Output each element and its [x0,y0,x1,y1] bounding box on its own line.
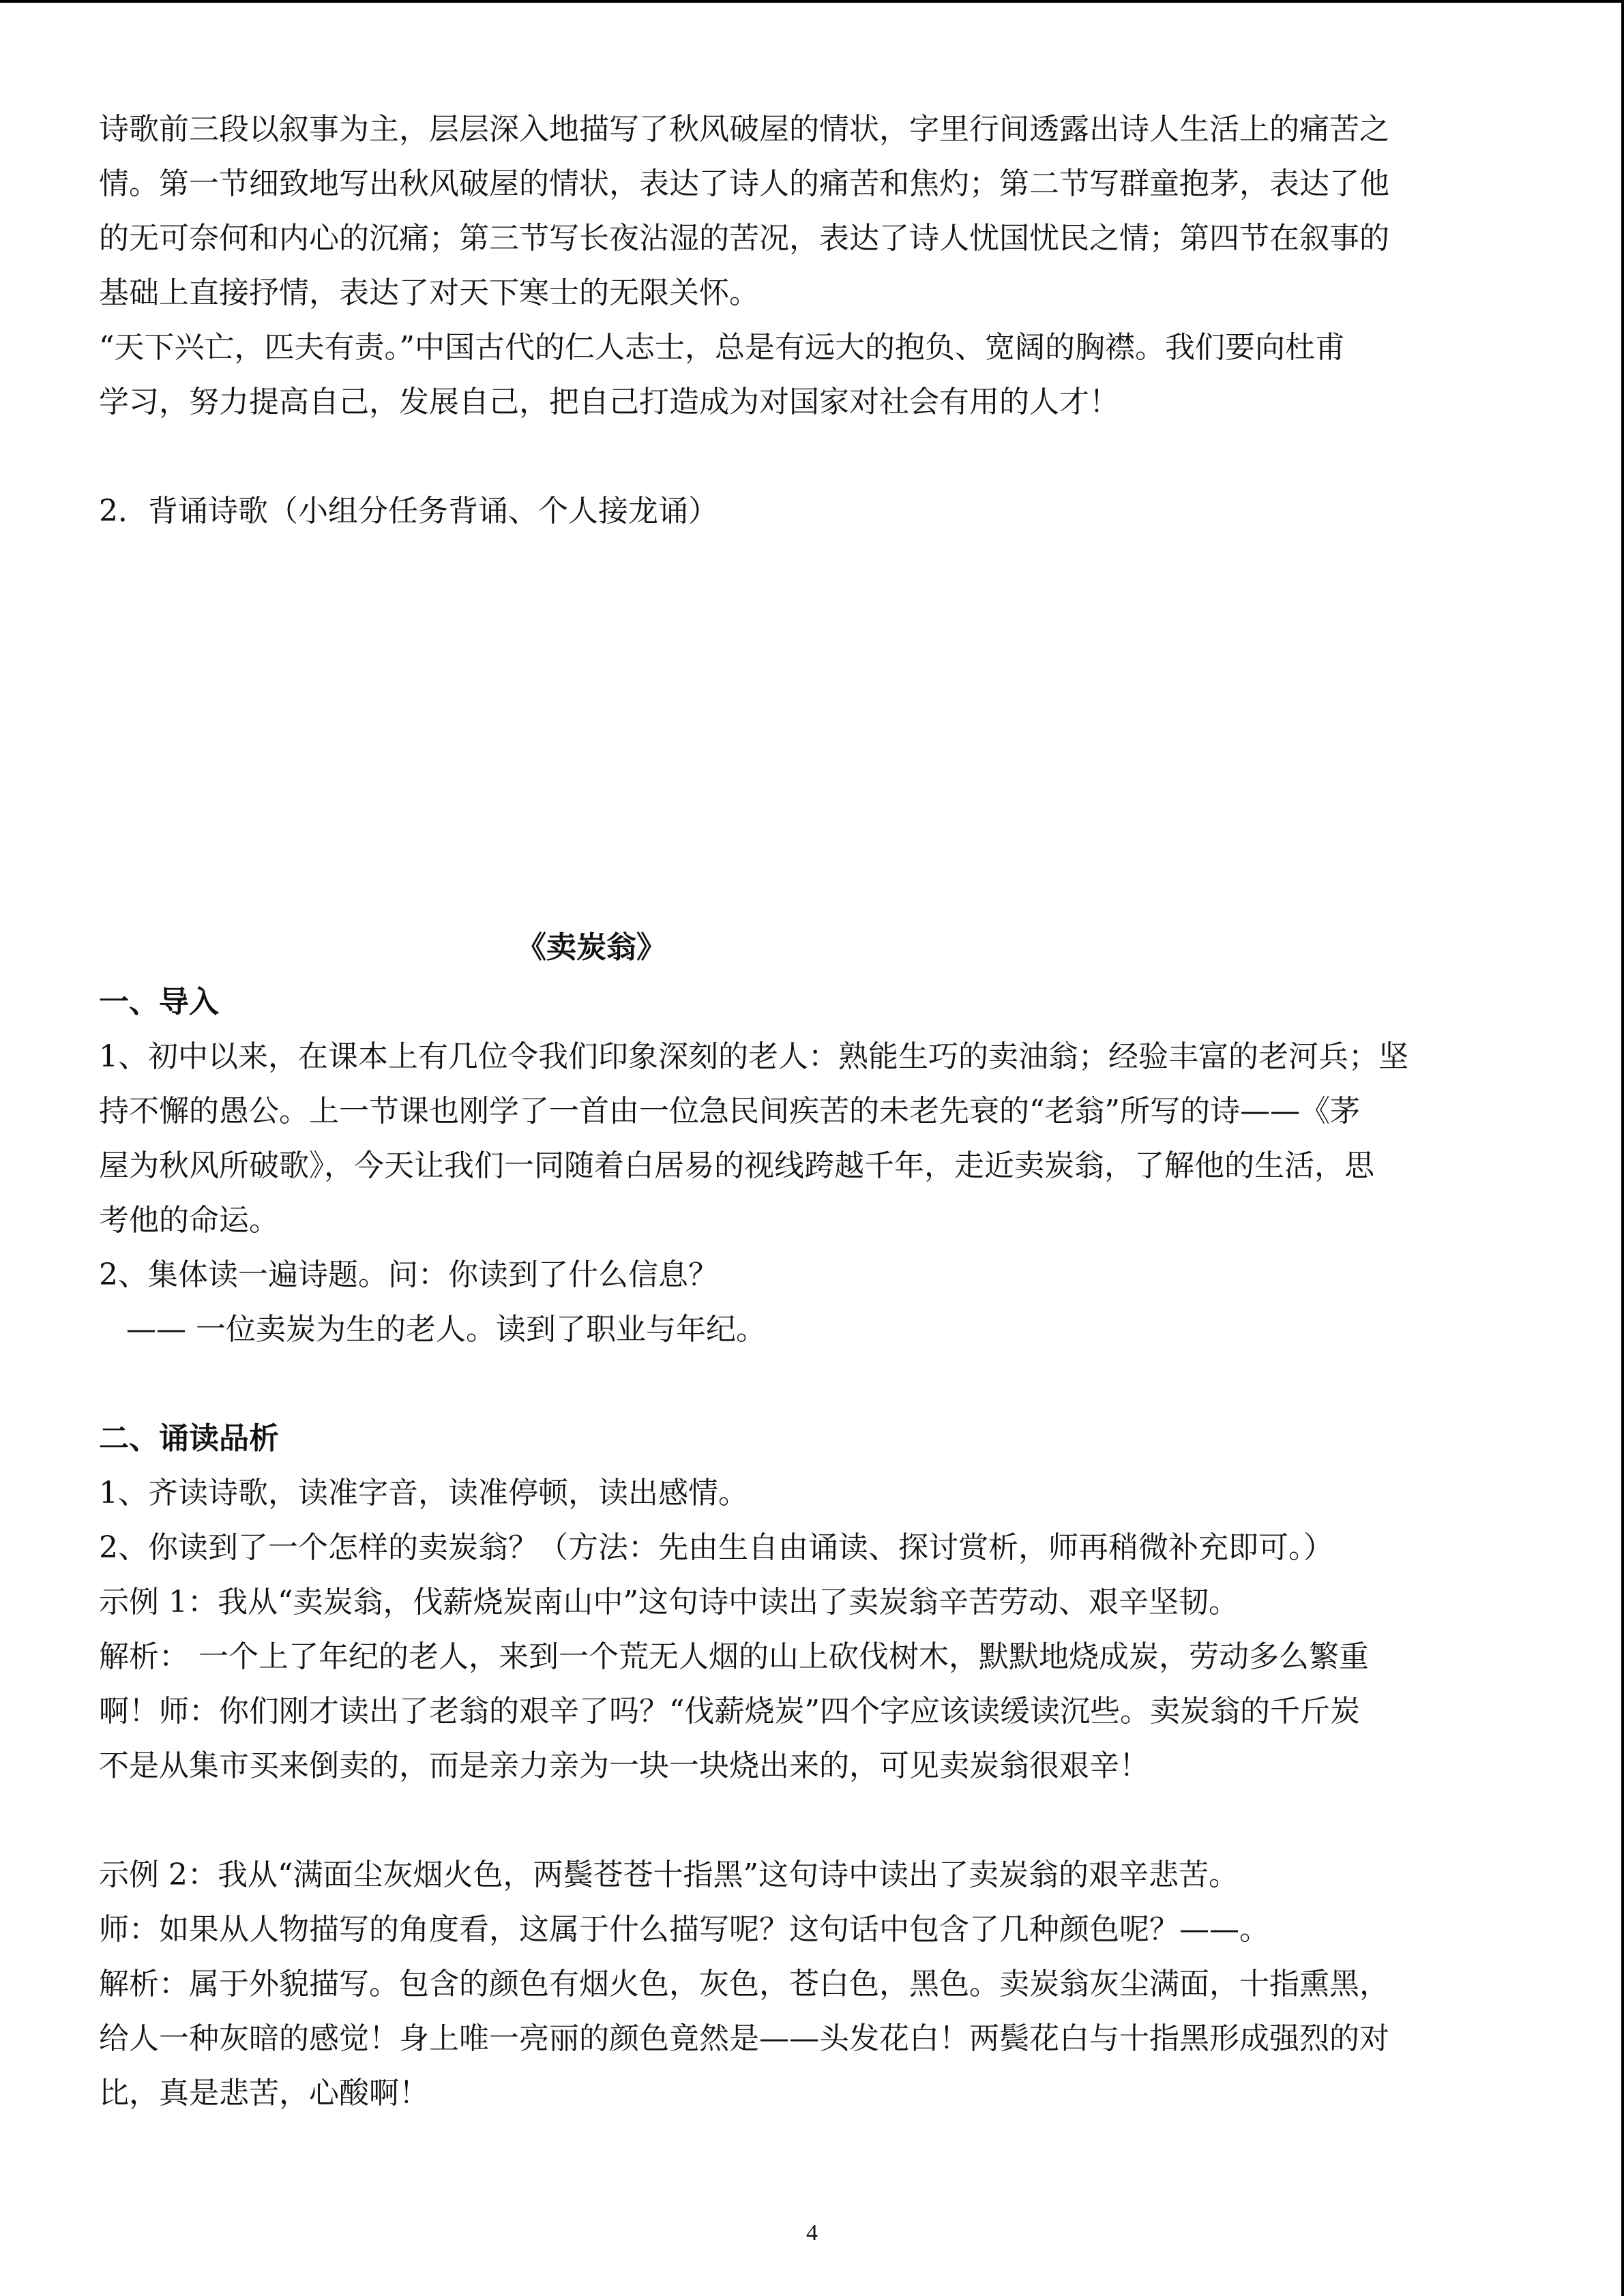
reading-item-2: 2、你读到了一个怎样的卖炭翁？（方法：先由生自由诵读、探讨赏析，师再稍微补充即可。） [99,1530,1333,1565]
intro-item-2: 2、集体读一遍诗题。问：你读到了什么信息？ [99,1257,718,1292]
teacher-question: 师：如果从人物描写的角度看，这属于什么描写呢？这句话中包含了几种颜色呢？——。 [99,1912,1269,1947]
text-line: 持不懈的愚公。上一节课也刚学了一首由一位急民间疾苦的未老先衰的“老翁”所写的诗——《茅 [99,1094,1360,1129]
text-line: 情。第一节细致地写出秋风破屋的情状，表达了诗人的痛苦和焦灼；第二节写群童抱茅，表达了他 [99,166,1389,201]
text-line: 1、初中以来，在课本上有几位令我们印象深刻的老人：熟能生巧的卖油翁；经验丰富的老河兵；坚 [99,1039,1408,1074]
text-line: 比，真是悲苦，心酸啊！ [99,2076,429,2111]
text-line: 屋为秋风所破歌》，今天让我们一同随着白居易的视线跨越千年，走近卖炭翁，了解他的生活，思 [99,1148,1374,1183]
quote-paragraph [99,320,1524,430]
analysis-2 [99,1957,1524,2121]
spacer [99,1357,1524,1412]
reading-item-1: 1、齐读诗歌，读准字音，读准停顿，读出感情。 [99,1476,748,1510]
page-number: 4 [806,2220,818,2246]
page-border-top [0,0,1624,3]
text-line: “天下兴亡，匹夫有责。”中国古代的仁人志士，总是有远大的抱负、宽阔的胸襟。我们要向杜甫 [99,330,1345,365]
intro-item-1 [99,1030,1524,1248]
lesson-title: 《卖炭翁》 [516,930,666,965]
text-line: 啊！师：你们刚才读出了老翁的艰辛了吗？“伐薪烧炭”四个字应该读缓读沉些。卖炭翁的千斤炭 [99,1694,1360,1729]
text-line: 给人一种灰暗的感觉！身上唯一亮丽的颜色竟然是——头发花白！两鬓花白与十指黑形成强烈的对 [99,2021,1389,2056]
recite-task: 2．背诵诗歌（小组分任务背诵、个人接龙诵） [99,494,718,528]
page-border-right [1621,0,1624,2296]
example-2: 示例 2：我从“满面尘灰烟火色，两鬓苍苍十指黑”这句诗中读出了卖炭翁的艰辛悲苦。 [99,1858,1239,1892]
text-line: 解析： 一个上了年纪的老人，来到一个荒无人烟的山上砍伐树木，默默地烧成炭，劳动多么繁重 [99,1639,1369,1674]
spacer [99,1793,1524,1848]
text-line: 考他的命运。 [99,1203,279,1238]
summary-paragraph [99,102,1524,320]
text-line: 学习，努力提高自己，发展自己，把自己打造成为对国家对社会有用的人才！ [99,385,1119,419]
analysis-1 [99,1630,1524,1793]
example-1: 示例 1：我从“卖炭翁，伐薪烧炭南山中”这句诗中读出了卖炭翁辛苦劳动、艰辛坚韧。 [99,1585,1239,1620]
spacer [99,430,1524,484]
section-heading-intro: 一、导入 [99,985,219,1019]
text-line: 的无可奈何和内心的沉痛；第三节写长夜沾湿的苦况，表达了诗人忧国忧民之情；第四节在叙事的 [99,221,1389,256]
text-line: 不是从集市买来倒卖的，而是亲力亲为一块一块烧出来的，可见卖炭翁很艰辛！ [99,1748,1149,1783]
text-line: 基础上直接抒情，表达了对天下寒士的无限关怀。 [99,275,759,310]
intro-item-2-answer: —— 一位卖炭为生的老人。读到了职业与年纪。 [126,1312,766,1347]
text-line: 诗歌前三段以叙事为主，层层深入地描写了秋风破屋的情状，字里行间透露出诗人生活上的痛苦之 [99,112,1389,147]
document-page [99,102,1524,2121]
blank-space [99,539,1524,921]
section-heading-reading: 二、诵读品析 [99,1421,279,1456]
text-line: 解析：属于外貌描写。包含的颜色有烟火色，灰色，苍白色，黑色。卖炭翁灰尘满面，十指熏黑， [99,1967,1389,2001]
